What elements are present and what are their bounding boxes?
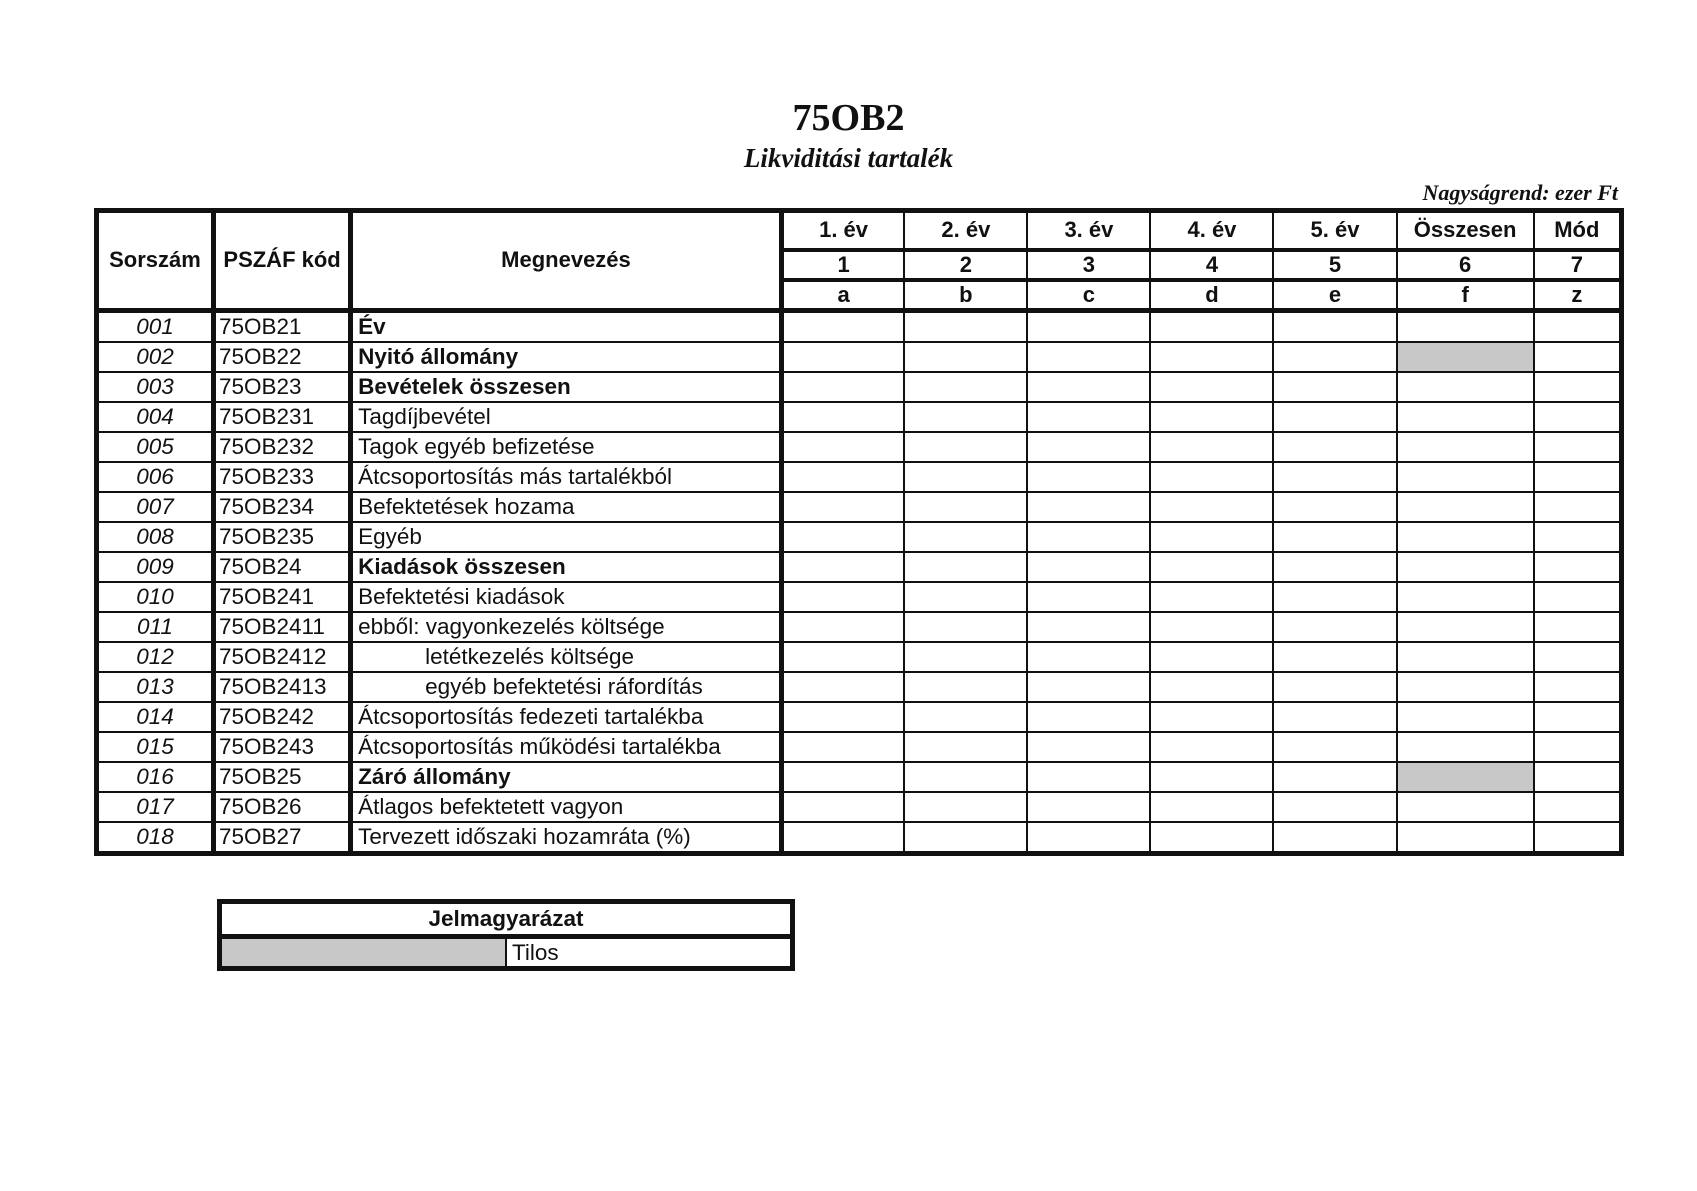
row-pszaf-kod: 75OB22 (213, 342, 350, 372)
table-row (97, 432, 1622, 462)
table-row (97, 762, 1622, 792)
data-cell[interactable] (904, 702, 1027, 732)
data-cell[interactable] (1027, 462, 1150, 492)
data-cell[interactable] (904, 642, 1027, 672)
row-pszaf-kod: 75OB243 (213, 732, 350, 762)
data-cell[interactable] (1027, 342, 1150, 372)
data-cell[interactable] (781, 672, 904, 702)
data-cell[interactable] (1397, 822, 1534, 854)
legend-swatch-forbidden (220, 937, 507, 969)
data-cell[interactable] (1150, 372, 1273, 402)
data-cell[interactable] (781, 432, 904, 462)
data-cell[interactable] (781, 342, 904, 372)
row-sorszam: 001 (97, 310, 214, 342)
data-cell[interactable] (1534, 792, 1622, 822)
data-cell[interactable] (1150, 822, 1273, 854)
data-cell[interactable] (781, 462, 904, 492)
data-cell[interactable] (1150, 552, 1273, 582)
data-cell[interactable] (1397, 402, 1534, 432)
table-row (97, 402, 1622, 432)
row-pszaf-kod: 75OB27 (213, 822, 350, 854)
data-cell[interactable] (1150, 582, 1273, 612)
row-sorszam: 016 (97, 762, 214, 792)
data-cell[interactable] (1273, 792, 1396, 822)
data-cell[interactable] (904, 372, 1027, 402)
table-row (97, 642, 1622, 672)
row-megnevezes: letétkezelés költsége (351, 642, 782, 672)
table-row (97, 372, 1622, 402)
data-cell[interactable] (781, 552, 904, 582)
unit-note: Nagyságrend: ezer Ft (1422, 180, 1618, 205)
data-cell[interactable] (1397, 792, 1534, 822)
header-col-number: 3 (1027, 250, 1150, 280)
row-pszaf-kod: 75OB232 (213, 432, 350, 462)
row-sorszam: 018 (97, 822, 214, 854)
header-col-label: 2. év (904, 211, 1027, 250)
data-cell[interactable] (1397, 732, 1534, 762)
data-cell[interactable] (1150, 310, 1273, 342)
data-cell[interactable] (904, 612, 1027, 642)
data-cell[interactable] (1534, 342, 1622, 372)
data-cell[interactable] (781, 310, 904, 342)
header-col-letter: e (1273, 280, 1396, 311)
row-pszaf-kod: 75OB235 (213, 522, 350, 552)
data-cell[interactable] (1397, 612, 1534, 642)
row-pszaf-kod: 75OB242 (213, 702, 350, 732)
document-title: 75OB2 (792, 97, 905, 139)
data-cell[interactable] (1397, 310, 1534, 342)
data-cell[interactable] (1273, 762, 1396, 792)
data-cell[interactable] (1150, 492, 1273, 522)
data-cell[interactable] (1027, 310, 1150, 342)
data-cell[interactable] (1397, 462, 1534, 492)
row-sorszam: 006 (97, 462, 214, 492)
data-cell[interactable] (904, 310, 1027, 342)
data-cell[interactable] (781, 522, 904, 552)
row-pszaf-kod: 75OB2411 (213, 612, 350, 642)
data-cell[interactable] (781, 792, 904, 822)
row-megnevezes: Átcsoportosítás más tartalékból (351, 462, 782, 492)
header-col-label: 3. év (1027, 211, 1150, 250)
data-cell[interactable] (1273, 552, 1396, 582)
row-megnevezes: Befektetési kiadások (351, 582, 782, 612)
table-row (97, 462, 1622, 492)
data-cell[interactable] (1027, 642, 1150, 672)
data-cell[interactable] (1027, 402, 1150, 432)
data-cell[interactable] (1397, 642, 1534, 672)
data-cell[interactable] (1027, 672, 1150, 702)
document-subtitle: Likviditási tartalék (743, 143, 954, 173)
header-col-letter: z (1534, 280, 1622, 311)
data-cell[interactable] (781, 702, 904, 732)
data-cell[interactable] (1534, 672, 1622, 702)
data-cell[interactable] (1273, 462, 1396, 492)
data-cell[interactable] (1534, 762, 1622, 792)
data-cell[interactable] (1273, 372, 1396, 402)
row-sorszam: 002 (97, 342, 214, 372)
legend-table (217, 899, 795, 971)
header-col-label: Mód (1534, 211, 1622, 250)
data-cell[interactable] (1397, 492, 1534, 522)
table-row (97, 342, 1622, 372)
row-pszaf-kod: 75OB23 (213, 372, 350, 402)
row-sorszam: 007 (97, 492, 214, 522)
data-cell[interactable] (1534, 372, 1622, 402)
row-pszaf-kod: 75OB25 (213, 762, 350, 792)
data-cell[interactable] (781, 372, 904, 402)
data-cell[interactable] (1150, 702, 1273, 732)
table-row (97, 702, 1622, 732)
data-cell[interactable] (1150, 642, 1273, 672)
row-pszaf-kod: 75OB2413 (213, 672, 350, 702)
data-cell[interactable] (904, 822, 1027, 854)
data-cell[interactable] (1027, 732, 1150, 762)
header-col-label: 5. év (1273, 211, 1396, 250)
header-megnevezes: Megnevezés (351, 211, 782, 311)
header-col-number: 6 (1397, 250, 1534, 280)
row-megnevezes: Tervezett időszaki hozamráta (%) (351, 822, 782, 854)
row-megnevezes: Átlagos befektetett vagyon (351, 792, 782, 822)
row-megnevezes: Befektetések hozama (351, 492, 782, 522)
row-sorszam: 004 (97, 402, 214, 432)
data-cell[interactable] (1273, 612, 1396, 642)
data-cell[interactable] (1150, 762, 1273, 792)
data-cell[interactable] (1027, 522, 1150, 552)
header-sorszam: Sorszám (97, 211, 214, 311)
row-megnevezes: Kiadások összesen (351, 552, 782, 582)
header-col-label: 1. év (781, 211, 904, 250)
header-pszaf-kod: PSZÁF kód (213, 211, 350, 311)
header-col-label: 4. év (1150, 211, 1273, 250)
data-cell[interactable] (904, 552, 1027, 582)
row-megnevezes: Bevételek összesen (351, 372, 782, 402)
legend-label: Tilos (506, 937, 793, 969)
data-cell[interactable] (1534, 732, 1622, 762)
data-cell[interactable] (1150, 672, 1273, 702)
data-cell[interactable] (1150, 402, 1273, 432)
header-col-letter: c (1027, 280, 1150, 311)
data-cell[interactable] (1534, 582, 1622, 612)
table-row (97, 672, 1622, 702)
table-row (97, 522, 1622, 552)
data-cell[interactable] (1027, 612, 1150, 642)
row-sorszam: 011 (97, 612, 214, 642)
header-col-number: 2 (904, 250, 1027, 280)
data-cell[interactable] (1273, 522, 1396, 552)
legend-title: Jelmagyarázat (220, 902, 793, 937)
data-cell[interactable] (1150, 792, 1273, 822)
table-row (97, 582, 1622, 612)
data-cell[interactable] (1273, 582, 1396, 612)
table-row (97, 792, 1622, 822)
row-pszaf-kod: 75OB26 (213, 792, 350, 822)
data-cell[interactable] (904, 492, 1027, 522)
header-col-letter: b (904, 280, 1027, 311)
table-row (97, 310, 1622, 342)
data-cell[interactable] (1150, 522, 1273, 552)
data-cell[interactable] (1027, 702, 1150, 732)
data-cell[interactable] (1273, 732, 1396, 762)
data-cell[interactable] (904, 792, 1027, 822)
data-cell-forbidden (1397, 342, 1534, 372)
data-cell[interactable] (781, 732, 904, 762)
legend-item (220, 937, 793, 969)
data-cell[interactable] (1397, 432, 1534, 462)
row-megnevezes: ebből: vagyonkezelés költsége (351, 612, 782, 642)
data-cell[interactable] (1027, 552, 1150, 582)
data-cell[interactable] (1534, 642, 1622, 672)
row-pszaf-kod: 75OB234 (213, 492, 350, 522)
table-row (97, 552, 1622, 582)
header-col-letter: d (1150, 280, 1273, 311)
row-sorszam: 010 (97, 582, 214, 612)
data-cell[interactable] (1397, 552, 1534, 582)
row-sorszam: 017 (97, 792, 214, 822)
data-cell[interactable] (1534, 462, 1622, 492)
row-sorszam: 013 (97, 672, 214, 702)
data-cell[interactable] (1150, 732, 1273, 762)
data-cell[interactable] (1534, 402, 1622, 432)
row-sorszam: 015 (97, 732, 214, 762)
data-cell[interactable] (904, 522, 1027, 552)
data-cell[interactable] (781, 612, 904, 642)
data-cell[interactable] (1534, 702, 1622, 732)
row-sorszam: 014 (97, 702, 214, 732)
data-cell[interactable] (1273, 702, 1396, 732)
data-cell[interactable] (1397, 522, 1534, 552)
data-cell[interactable] (1534, 612, 1622, 642)
data-cell[interactable] (1273, 642, 1396, 672)
header-col-number: 7 (1534, 250, 1622, 280)
data-cell-forbidden (1397, 762, 1534, 792)
header-col-number: 1 (781, 250, 904, 280)
data-cell[interactable] (904, 672, 1027, 702)
row-megnevezes: egyéb befektetési ráfordítás (351, 672, 782, 702)
table-row (97, 822, 1622, 854)
data-cell[interactable] (1534, 552, 1622, 582)
data-cell[interactable] (1534, 822, 1622, 854)
data-cell[interactable] (1150, 462, 1273, 492)
data-cell[interactable] (1397, 672, 1534, 702)
data-cell[interactable] (1027, 762, 1150, 792)
row-megnevezes: Átcsoportosítás működési tartalékba (351, 732, 782, 762)
data-cell[interactable] (781, 762, 904, 792)
data-cell[interactable] (781, 582, 904, 612)
data-cell[interactable] (1027, 432, 1150, 462)
row-megnevezes: Egyéb (351, 522, 782, 552)
data-cell[interactable] (1273, 310, 1396, 342)
table-row (97, 492, 1622, 522)
row-pszaf-kod: 75OB241 (213, 582, 350, 612)
data-cell[interactable] (1273, 342, 1396, 372)
header-col-label: Összesen (1397, 211, 1534, 250)
row-megnevezes: Tagdíjbevétel (351, 402, 782, 432)
data-cell[interactable] (1150, 342, 1273, 372)
header-col-number: 5 (1273, 250, 1396, 280)
data-cell[interactable] (1027, 372, 1150, 402)
header-col-number: 4 (1150, 250, 1273, 280)
row-pszaf-kod: 75OB2412 (213, 642, 350, 672)
data-cell[interactable] (904, 462, 1027, 492)
data-cell[interactable] (1273, 402, 1396, 432)
data-cell[interactable] (1027, 582, 1150, 612)
row-pszaf-kod: 75OB24 (213, 552, 350, 582)
data-cell[interactable] (1397, 582, 1534, 612)
data-cell[interactable] (1534, 492, 1622, 522)
header-col-letter: f (1397, 280, 1534, 311)
row-sorszam: 008 (97, 522, 214, 552)
data-cell[interactable] (1027, 492, 1150, 522)
table-body (97, 310, 1622, 853)
data-cell[interactable] (1150, 432, 1273, 462)
row-megnevezes: Záró állomány (351, 762, 782, 792)
data-cell[interactable] (1273, 432, 1396, 462)
data-cell[interactable] (781, 822, 904, 854)
data-cell[interactable] (904, 342, 1027, 372)
table-row (97, 612, 1622, 642)
header-col-letter: a (781, 280, 904, 311)
data-cell[interactable] (1273, 492, 1396, 522)
data-cell[interactable] (1397, 372, 1534, 402)
row-sorszam: 003 (97, 372, 214, 402)
data-cell[interactable] (904, 762, 1027, 792)
row-megnevezes: Átcsoportosítás fedezeti tartalékba (351, 702, 782, 732)
data-cell[interactable] (1027, 792, 1150, 822)
row-pszaf-kod: 75OB233 (213, 462, 350, 492)
data-cell[interactable] (781, 492, 904, 522)
data-cell[interactable] (1534, 310, 1622, 342)
row-sorszam: 012 (97, 642, 214, 672)
data-cell[interactable] (1534, 522, 1622, 552)
data-cell[interactable] (904, 402, 1027, 432)
row-sorszam: 005 (97, 432, 214, 462)
data-cell[interactable] (904, 432, 1027, 462)
row-pszaf-kod: 75OB21 (213, 310, 350, 342)
data-cell[interactable] (1027, 822, 1150, 854)
table-row (97, 732, 1622, 762)
row-sorszam: 009 (97, 552, 214, 582)
data-cell[interactable] (781, 402, 904, 432)
data-cell[interactable] (1273, 672, 1396, 702)
data-cell[interactable] (1534, 432, 1622, 462)
data-cell[interactable] (904, 732, 1027, 762)
data-cell[interactable] (1273, 822, 1396, 854)
row-megnevezes: Tagok egyéb befizetése (351, 432, 782, 462)
data-cell[interactable] (1397, 702, 1534, 732)
data-cell[interactable] (781, 642, 904, 672)
data-cell[interactable] (904, 582, 1027, 612)
row-megnevezes: Év (351, 310, 782, 342)
row-megnevezes: Nyitó állomány (351, 342, 782, 372)
data-cell[interactable] (1150, 612, 1273, 642)
row-pszaf-kod: 75OB231 (213, 402, 350, 432)
liquidity-reserve-table (94, 208, 1624, 856)
